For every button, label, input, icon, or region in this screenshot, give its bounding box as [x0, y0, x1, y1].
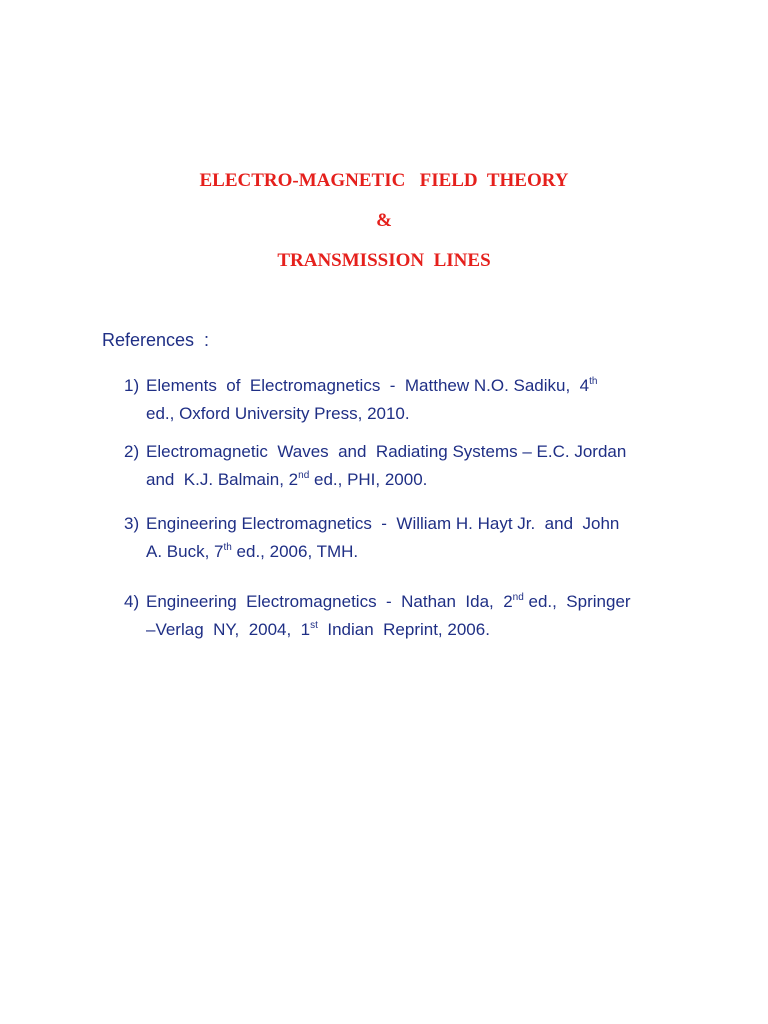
reference-4-text-a: Engineering Electromagnetics - Nathan Ida, 2 — [146, 592, 513, 611]
reference-4-text-c: –Verlag NY, 2004, 1 — [146, 620, 311, 639]
reference-1-superscript: th — [589, 376, 598, 387]
reference-4-line-2 — [124, 616, 704, 644]
reference-2-line-1 — [124, 438, 704, 466]
reference-2-text: Electromagnetic Waves and Radiating Systems – E.C. Jordan — [146, 442, 627, 461]
reference-3-number: 3) — [124, 514, 140, 533]
title-line-1: ELECTRO-MAGNETIC FIELD THEORY — [199, 170, 569, 191]
reference-item-2 — [124, 438, 704, 494]
reference-3-line-1 — [124, 510, 704, 538]
reference-3-text: Engineering Electromagnetics - William H. Hayt Jr. and John — [146, 514, 620, 533]
references-heading: References : — [102, 330, 210, 350]
title-ampersand: & — [376, 210, 392, 231]
reference-item-3 — [124, 510, 704, 566]
reference-1-text-a: Elements of Electromagnetics - Matthew N.O. Sadiku, 4 — [146, 376, 590, 395]
reference-item-4 — [124, 588, 704, 644]
reference-1-line-1 — [124, 372, 704, 400]
reference-4-superscript-2: st — [310, 620, 318, 631]
reference-3-text-a: A. Buck, 7 — [146, 542, 224, 561]
reference-2-text-b: ed., PHI, 2000. — [309, 470, 428, 489]
reference-4-superscript-1: nd — [512, 592, 524, 603]
reference-2-text-a: and K.J. Balmain, 2 — [146, 470, 299, 489]
reference-2-line-2 — [124, 466, 704, 494]
reference-2-number: 2) — [124, 442, 140, 461]
reference-2-superscript: nd — [298, 470, 310, 481]
reference-3-text-b: ed., 2006, TMH. — [231, 542, 359, 561]
reference-1-line-2: ed., Oxford University Press, 2010. — [146, 404, 410, 423]
reference-1-number: 1) — [124, 376, 140, 395]
reference-4-line-1 — [124, 588, 704, 616]
reference-item-1 — [124, 372, 704, 428]
reference-3-superscript: th — [223, 542, 232, 553]
reference-4-text-b: ed., Springer — [523, 592, 631, 611]
reference-4-number: 4) — [124, 592, 140, 611]
reference-3-line-2 — [124, 538, 704, 566]
title-line-2: TRANSMISSION LINES — [277, 250, 491, 271]
reference-4-text-d: Indian Reprint, 2006. — [317, 620, 490, 639]
